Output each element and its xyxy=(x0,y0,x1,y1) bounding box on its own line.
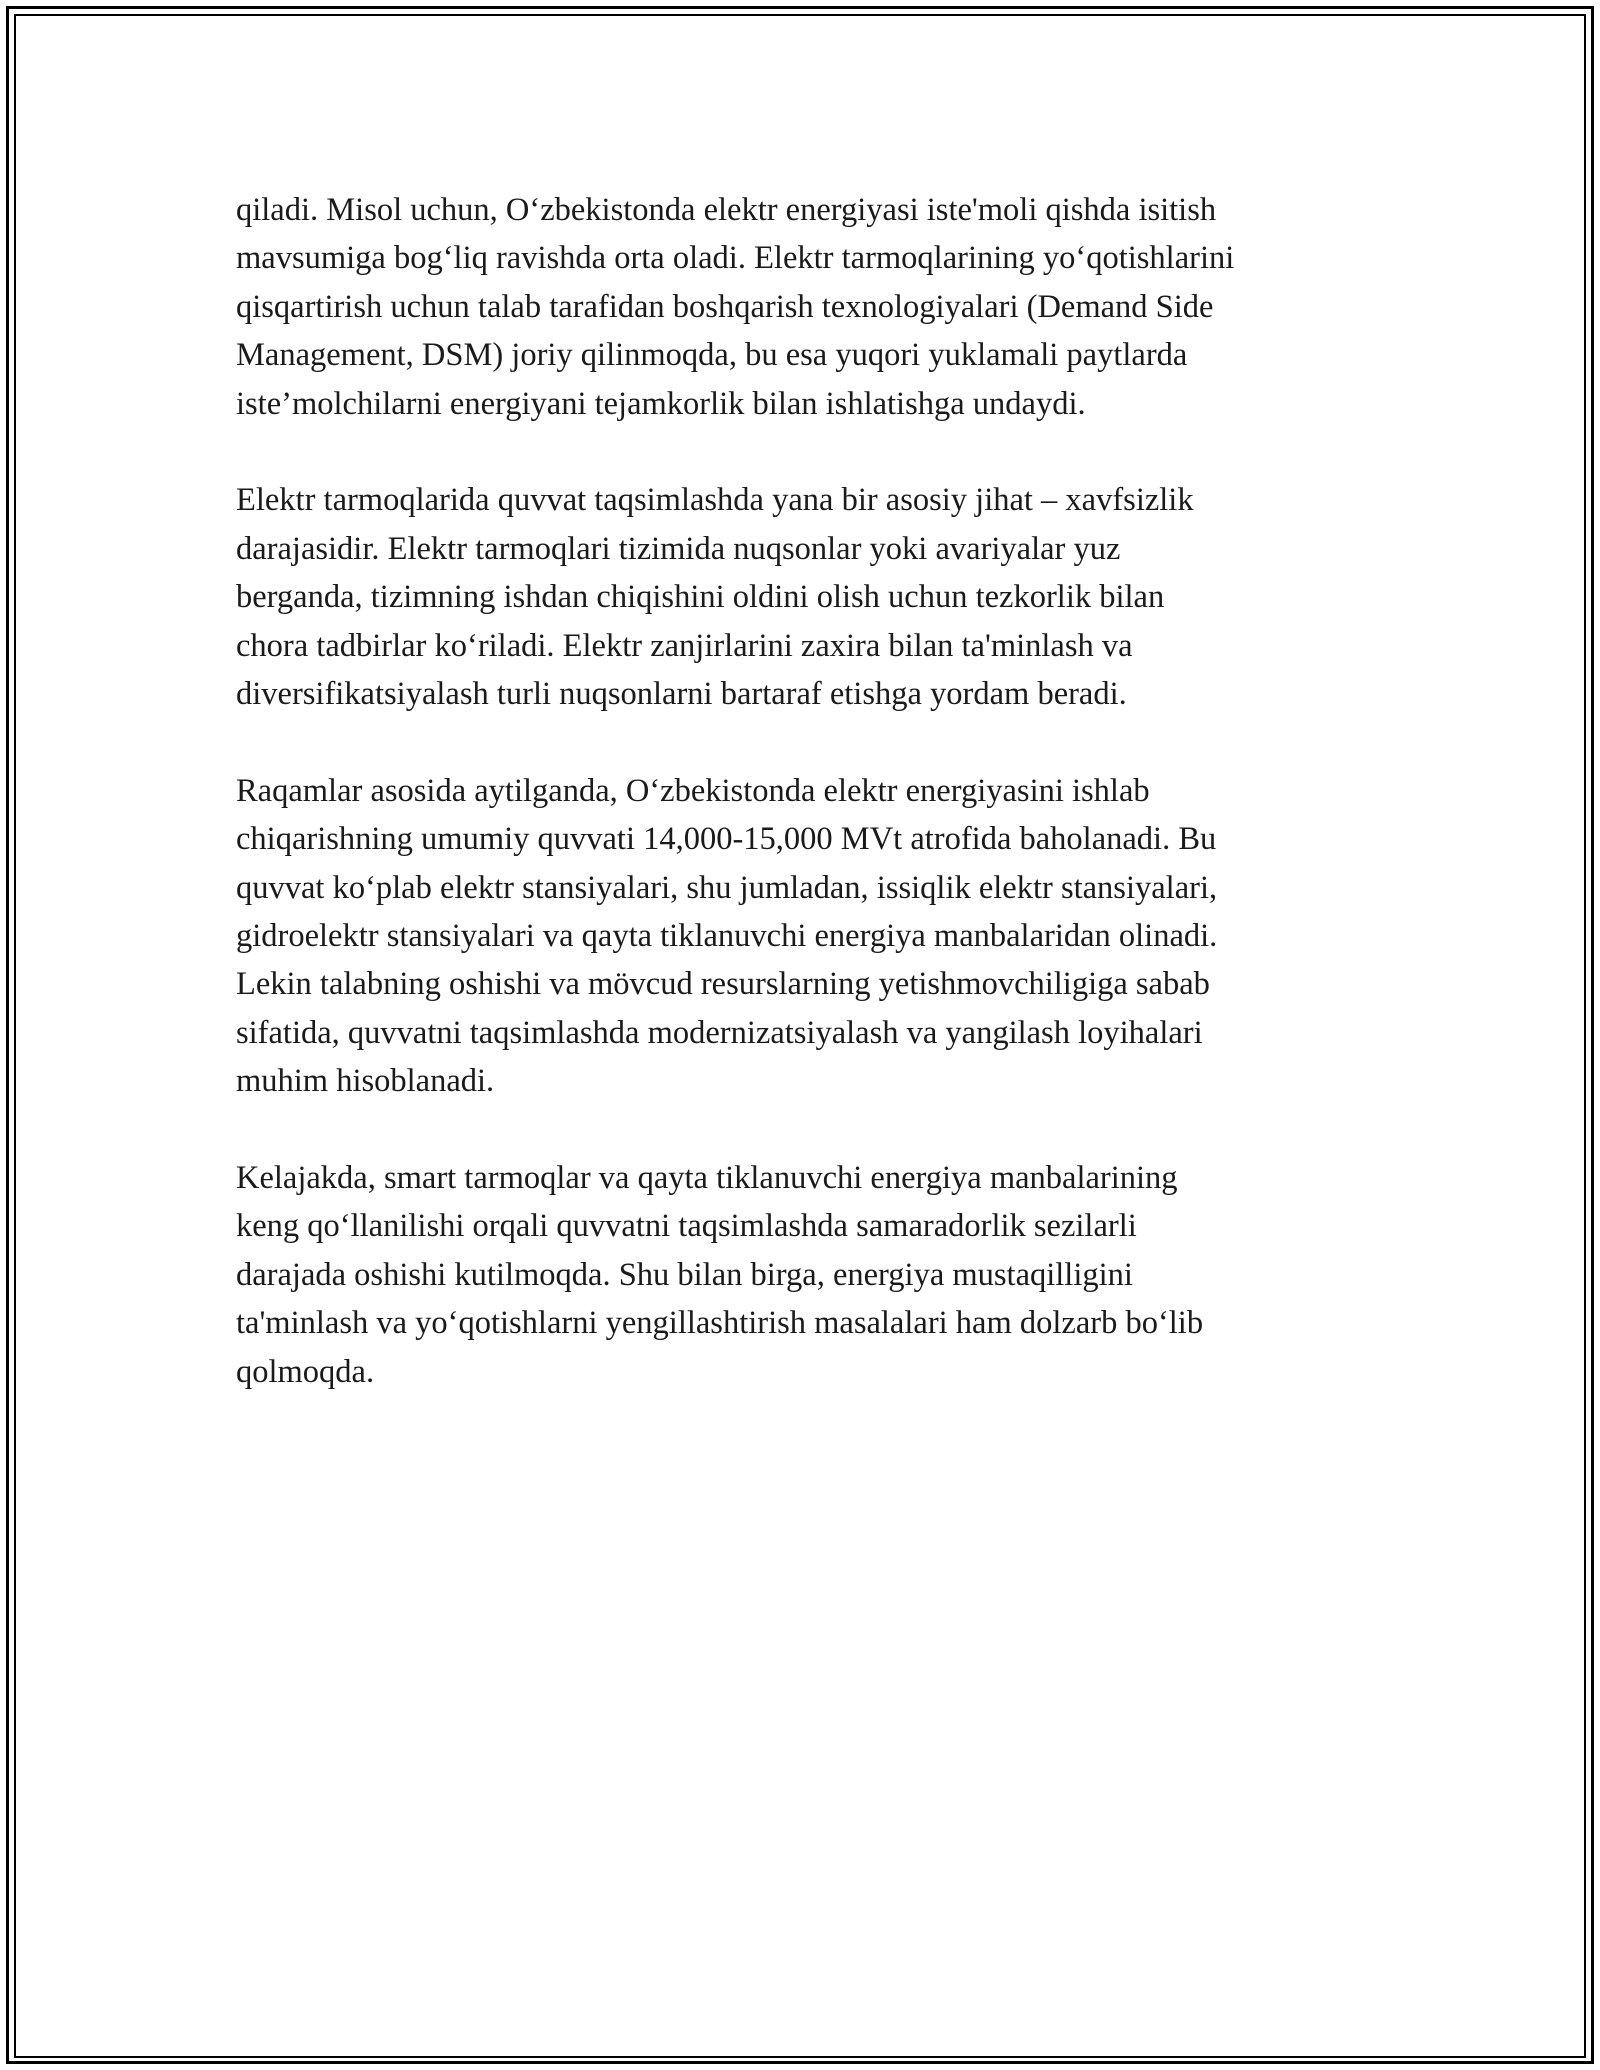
text-line: chiqarishning umumiy quvvati 14,000-15,000 MVt atrofida baholanadi. Bu xyxy=(236,821,1217,858)
text-line: Elektr tarmoqlarida quvvat taqsimlashda yana bir asosiy jihat – xavfsizlik xyxy=(236,482,1194,519)
paragraph-2 xyxy=(236,476,1386,718)
text-line: darajada oshishi kutilmoqda. Shu bilan birga, energiya mustaqilligini xyxy=(236,1256,1133,1293)
text-line: mavsumiga bog‘liq ravishda orta oladi. Elektr tarmoqlarining yo‘qotishlarini xyxy=(236,240,1235,277)
text-line: gidroelektr stansiyalari va qayta tiklanuvchi energiya manbalaridan olinadi. xyxy=(236,918,1218,955)
text-line: berganda, tizimning ishdan chiqishini oldini olish uchun tezkorlik bilan xyxy=(236,579,1165,616)
text-line: muhim hisoblanadi. xyxy=(236,1063,495,1100)
text-line: sifatida, quvvatni taqsimlashda modernizatsiyalash va yangilash loyihalari xyxy=(236,1014,1203,1051)
text-line: qiladi. Misol uchun, O‘zbekistonda elektr energiyasi iste'moli qishda isitish xyxy=(236,192,1217,228)
text-line: Kelajakda, smart tarmoqlar va qayta tiklanuvchi energiya manbalarining xyxy=(236,1160,1178,1197)
text-line: chora tadbirlar ko‘riladi. Elektr zanjirlarini zaxira bilan ta'minlash va xyxy=(236,627,1133,664)
paragraph-3 xyxy=(236,767,1386,1106)
text-line: Management, DSM) joriy qilinmoqda, bu esa yuqori yuklamali paytlarda xyxy=(236,337,1188,374)
text-line: qolmoqda. xyxy=(236,1353,375,1390)
paragraph-1 xyxy=(236,186,1386,428)
text-line: diversifikatsiyalash turli nuqsonlarni bartaraf etishga yordam beradi. xyxy=(236,676,1127,713)
text-line: qisqartirish uchun talab tarafidan boshqarish texnologiyalari (Demand Side xyxy=(236,288,1214,325)
text-line: ta'minlash va yo‘qotishlarni yengillashtirish masalalari ham dolzarb bo‘lib xyxy=(236,1305,1204,1342)
document-body xyxy=(236,186,1386,1445)
text-line: Lekin talabning oshishi va mövcud resurslarning yetishmovchiligiga sabab xyxy=(236,966,1210,1003)
paragraph-4 xyxy=(236,1154,1386,1396)
text-line: Raqamlar asosida aytilganda, O‘zbekistonda elektr energiyasini ishlab xyxy=(236,772,1150,809)
text-line: darajasidir. Elektr tarmoqlari tizimida nuqsonlar yoki avariyalar yuz xyxy=(236,530,1121,567)
text-line: keng qo‘llanilishi orqali quvvatni taqsimlashda samaradorlik sezilarli xyxy=(236,1208,1137,1245)
text-line: iste’molchilarni energiyani tejamkorlik bilan ishlatishga undaydi. xyxy=(236,385,1086,422)
text-line: quvvat ko‘plab elektr stansiyalari, shu jumladan, issiqlik elektr stansiyalari, xyxy=(236,869,1218,906)
